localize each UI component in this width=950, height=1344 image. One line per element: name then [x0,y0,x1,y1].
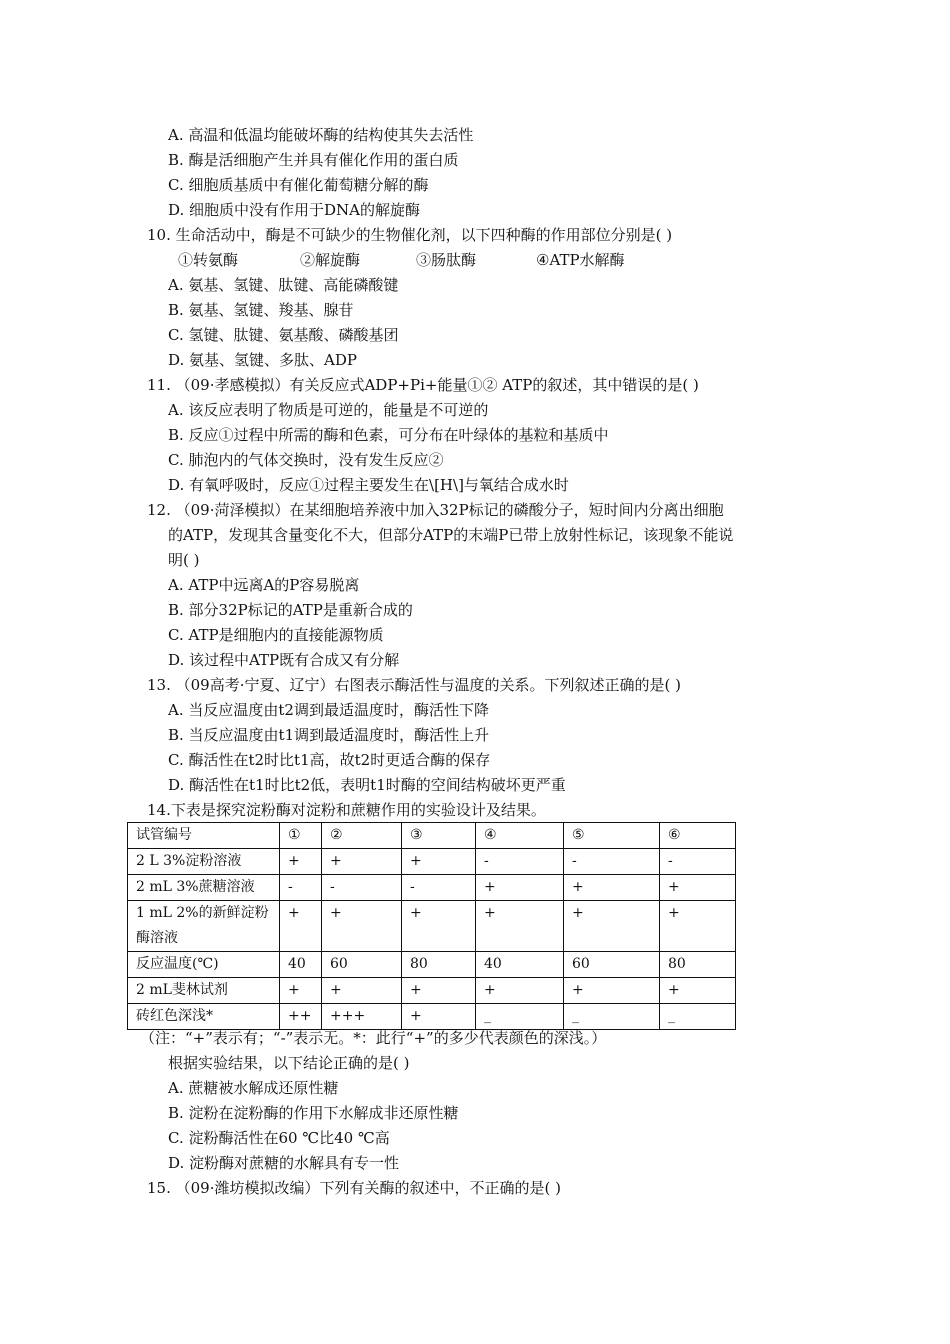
table-cell: - [660,849,736,875]
table-cell: + [280,849,322,875]
table-cell: + [402,1004,476,1030]
table-cell: - [402,875,476,901]
q13-option-b: B. 当反应温度由t1调到最适温度时，酶活性上升 [168,726,490,744]
q10-option-a: A. 氨基、氢键、肽键、高能磷酸键 [168,276,399,294]
table-cell: 80 [402,952,476,978]
table-cell: 60 [322,952,402,978]
table-cell: 反应温度(℃) [128,952,280,978]
q14-option-c: C. 淀粉酶活性在60 ℃比40 ℃高 [168,1129,390,1147]
table-header-cell: ① [280,823,322,849]
table-cell: + [660,875,736,901]
table-cell: 2 mL 3%蔗糖溶液 [128,875,280,901]
table-cell: + [476,901,564,952]
q11-option-a: A. 该反应表明了物质是可逆的，能量是不可逆的 [168,401,489,419]
table-cell: + [322,849,402,875]
q10-option-d: D. 氨基、氢键、多肽、ADP [168,351,357,369]
q12-stem-line-2: 的ATP，发现其含量变化不大，但部分ATP的末端P已带上放射性标记，该现象不能说 [168,526,734,544]
table-header-cell: ⑤ [564,823,660,849]
table-header-cell: ⑥ [660,823,736,849]
table-cell: + [322,978,402,1004]
table-cell: + [476,875,564,901]
table-cell: _ [564,1004,660,1030]
q14-option-b: B. 淀粉在淀粉酶的作用下水解成非还原性糖 [168,1104,459,1122]
q14-stem: 14.下表是探究淀粉酶对淀粉和蔗糖作用的实验设计及结果。 [147,801,546,819]
table-cell: _ [476,1004,564,1030]
table-cell: 砖红色深浅* [128,1004,280,1030]
q12-stem-line-3: 明( ) [168,551,200,569]
table-row [128,901,736,952]
table-cell: - [564,849,660,875]
table-cell: + [402,978,476,1004]
table-cell: + [564,901,660,952]
q12-option-d: D. 该过程中ATP既有合成又有分解 [168,651,400,669]
table-cell: + [280,978,322,1004]
table-cell: + [322,901,402,952]
table-cell: +++ [322,1004,402,1030]
table-cell: 40 [280,952,322,978]
table-cell: + [564,978,660,1004]
table-cell: - [476,849,564,875]
q14-table-note: （注：“+”表示有；“-”表示无。*：此行“+”的多少代表颜色的深浅。） [140,1029,607,1047]
experiment-table [127,822,736,1030]
q13-option-a: A. 当反应温度由t2调到最适温度时，酶活性下降 [168,701,489,719]
table-cell: 2 L 3%淀粉溶液 [128,849,280,875]
q15-stem: 15. （09·潍坊模拟改编）下列有关酶的叙述中，不正确的是( ) [147,1179,561,1197]
q12-option-a: A. ATP中远离A的P容易脱离 [168,576,360,594]
q10-enzymes [178,248,625,273]
q10-enzyme-4: ④ATP水解酶 [536,251,625,269]
table-row [128,849,736,875]
table-header-cell: ② [322,823,402,849]
table-cell: - [280,875,322,901]
table-header-cell: ③ [402,823,476,849]
q9-option-d: D. 细胞质中没有作用于DNA的解旋酶 [168,201,421,219]
q10-option-b: B. 氨基、氢键、羧基、腺苷 [168,301,354,319]
table-cell: + [476,978,564,1004]
table-header-cell: ④ [476,823,564,849]
table-row [128,978,736,1004]
table-cell: 80 [660,952,736,978]
table-row [128,875,736,901]
q9-option-c: C. 细胞质基质中有催化葡萄糖分解的酶 [168,176,429,194]
q10-option-c: C. 氢键、肽键、氨基酸、磷酸基团 [168,326,399,344]
q14-question: 根据实验结果，以下结论正确的是( ) [168,1054,410,1072]
q10-stem: 10. 生命活动中，酶是不可缺少的生物催化剂，以下四种酶的作用部位分别是( ) [147,226,673,244]
q12-option-c: C. ATP是细胞内的直接能源物质 [168,626,384,644]
q14-option-a: A. 蔗糖被水解成还原性糖 [168,1079,339,1097]
table-cell: _ [660,1004,736,1030]
q10-enzyme-2: ②解旋酶 [300,251,361,269]
table-cell: - [322,875,402,901]
q10-enzyme-1: ①转氨酶 [178,251,239,269]
table-cell: + [660,901,736,952]
q13-stem: 13. （09高考·宁夏、辽宁）右图表示酶活性与温度的关系。下列叙述正确的是( ) [147,676,681,694]
q11-stem: 11. （09·孝感模拟）有关反应式ADP+Pi+能量①② ATP的叙述，其中错误的是( ) [147,376,699,394]
table-cell: 1 mL 2%的新鲜淀粉酶溶液 [128,901,280,952]
table-cell: 2 mL斐林试剂 [128,978,280,1004]
q11-option-c: C. 肺泡内的气体交换时，没有发生反应② [168,451,444,469]
q13-option-d: D. 酶活性在t1时比t2低，表明t1时酶的空间结构破坏更严重 [168,776,566,794]
table-cell: 40 [476,952,564,978]
q13-option-c: C. 酶活性在t2时比t1高，故t2时更适合酶的保存 [168,751,491,769]
q10-enzyme-3: ③肠肽酶 [416,251,477,269]
table-cell: 60 [564,952,660,978]
table-cell: + [660,978,736,1004]
q14-option-d: D. 淀粉酶对蔗糖的水解具有专一性 [168,1154,400,1172]
q9-option-b: B. 酶是活细胞产生并具有催化作用的蛋白质 [168,151,459,169]
table-cell: + [402,901,476,952]
table-cell: + [402,849,476,875]
table-row [128,952,736,978]
table-header-cell: 试管编号 [128,823,280,849]
q11-option-b: B. 反应①过程中所需的酶和色素，可分布在叶绿体的基粒和基质中 [168,426,609,444]
q12-stem-line-1: 12. （09·菏泽模拟）在某细胞培养液中加入32P标记的磷酸分子，短时间内分离出细胞 [147,501,724,519]
table-cell: ++ [280,1004,322,1030]
q9-option-a: A. 高温和低温均能破坏酶的结构使其失去活性 [168,126,474,144]
table-header-row [128,823,736,849]
q11-option-d: D. 有氧呼吸时，反应①过程主要发生在\[H\]与氧结合成水时 [168,476,569,494]
table-cell: + [564,875,660,901]
table-cell: + [280,901,322,952]
q12-option-b: B. 部分32P标记的ATP是重新合成的 [168,601,413,619]
